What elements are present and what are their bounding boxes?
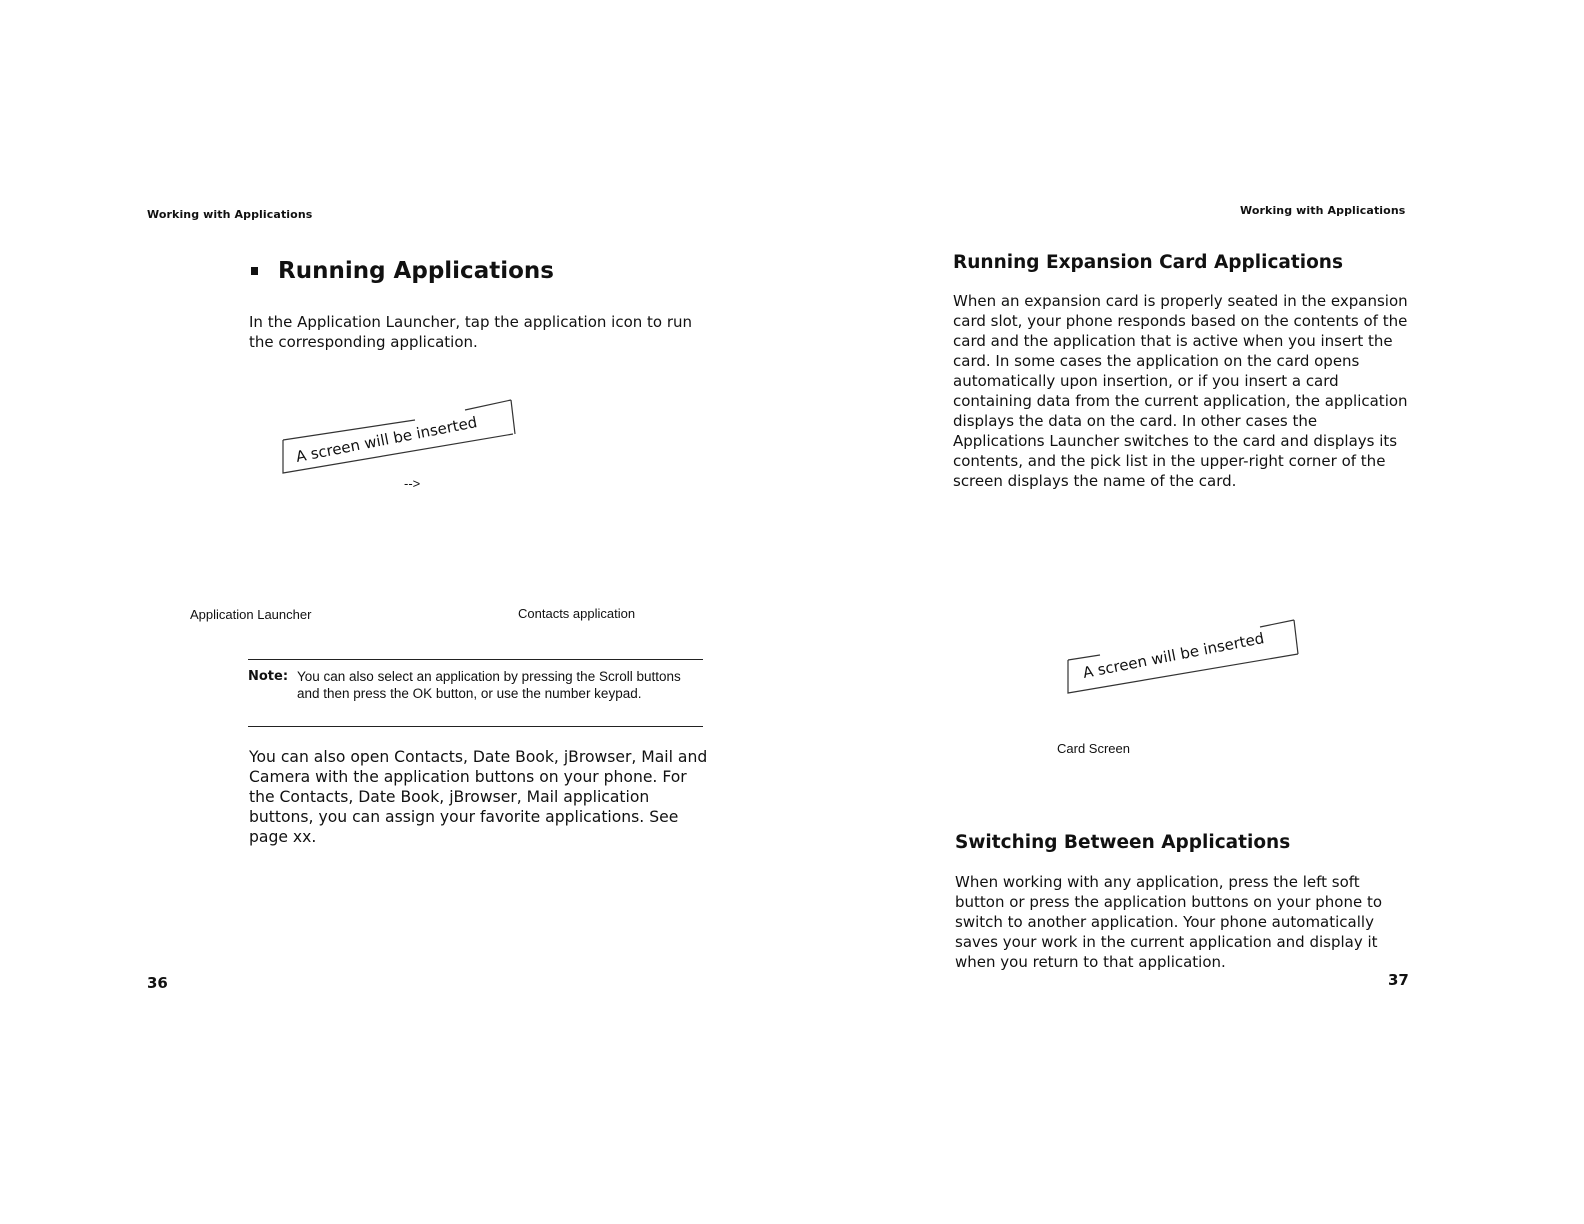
note-label: Note: xyxy=(248,669,289,684)
title-bullet xyxy=(251,267,258,275)
caption-contacts-application: Contacts application xyxy=(518,606,636,621)
arrow-marker: --> xyxy=(404,476,421,491)
left-running-head: Working with Applications xyxy=(147,208,313,221)
caption-application-launcher: Application Launcher xyxy=(190,607,312,622)
placeholder-text-left: A screen will be inserted xyxy=(294,413,479,466)
screen-placeholder-stamp-left xyxy=(275,396,520,480)
left-page-number: 36 xyxy=(147,974,168,992)
note-bottom-rule xyxy=(248,726,703,727)
right-page-number: 37 xyxy=(1388,971,1409,989)
left-page-title: Running Applications xyxy=(278,258,554,284)
screen-placeholder-stamp-right xyxy=(1060,616,1305,700)
right-running-head: Working with Applications xyxy=(1240,204,1406,217)
note-text: You can also select an application by pressing the Scroll buttons and then press the OK button, or use the number keypad. xyxy=(297,669,681,701)
expansion-card-paragraph: When an expansion card is properly seated in the expansion card slot, your phone responds based on the contents of the card and the application that is active when you insert the card. In some cases the application on the card opens automatically upon insertion, or if you insert a card containing data from the current application, the application displays the data on the card. In other cases the Applications Launcher switches to the card and displays its contents, and the pick list in the upper-right corner of the screen displays the name of the card. xyxy=(953,292,1408,490)
section-title-expansion-card: Running Expansion Card Applications xyxy=(953,252,1343,273)
placeholder-text-right: A screen will be inserted xyxy=(1081,629,1266,682)
switching-paragraph: When working with any application, press the left soft button or press the application buttons on your phone to switch to another application. Your phone automatically saves your work in the current application and display it when you return to that application. xyxy=(955,873,1383,971)
left-intro-paragraph: In the Application Launcher, tap the application icon to run the corresponding application. xyxy=(249,313,693,351)
section-title-switching: Switching Between Applications xyxy=(955,832,1291,853)
caption-card-screen: Card Screen xyxy=(1057,741,1130,756)
left-paragraph-application-buttons: You can also open Contacts, Date Book, jBrowser, Mail and Camera with the application buttons on your phone. For the Contacts, Date Book, jBrowser, Mail application buttons, you can assign your favorite applications. See page xx. xyxy=(249,748,708,846)
note-top-rule xyxy=(248,659,703,660)
